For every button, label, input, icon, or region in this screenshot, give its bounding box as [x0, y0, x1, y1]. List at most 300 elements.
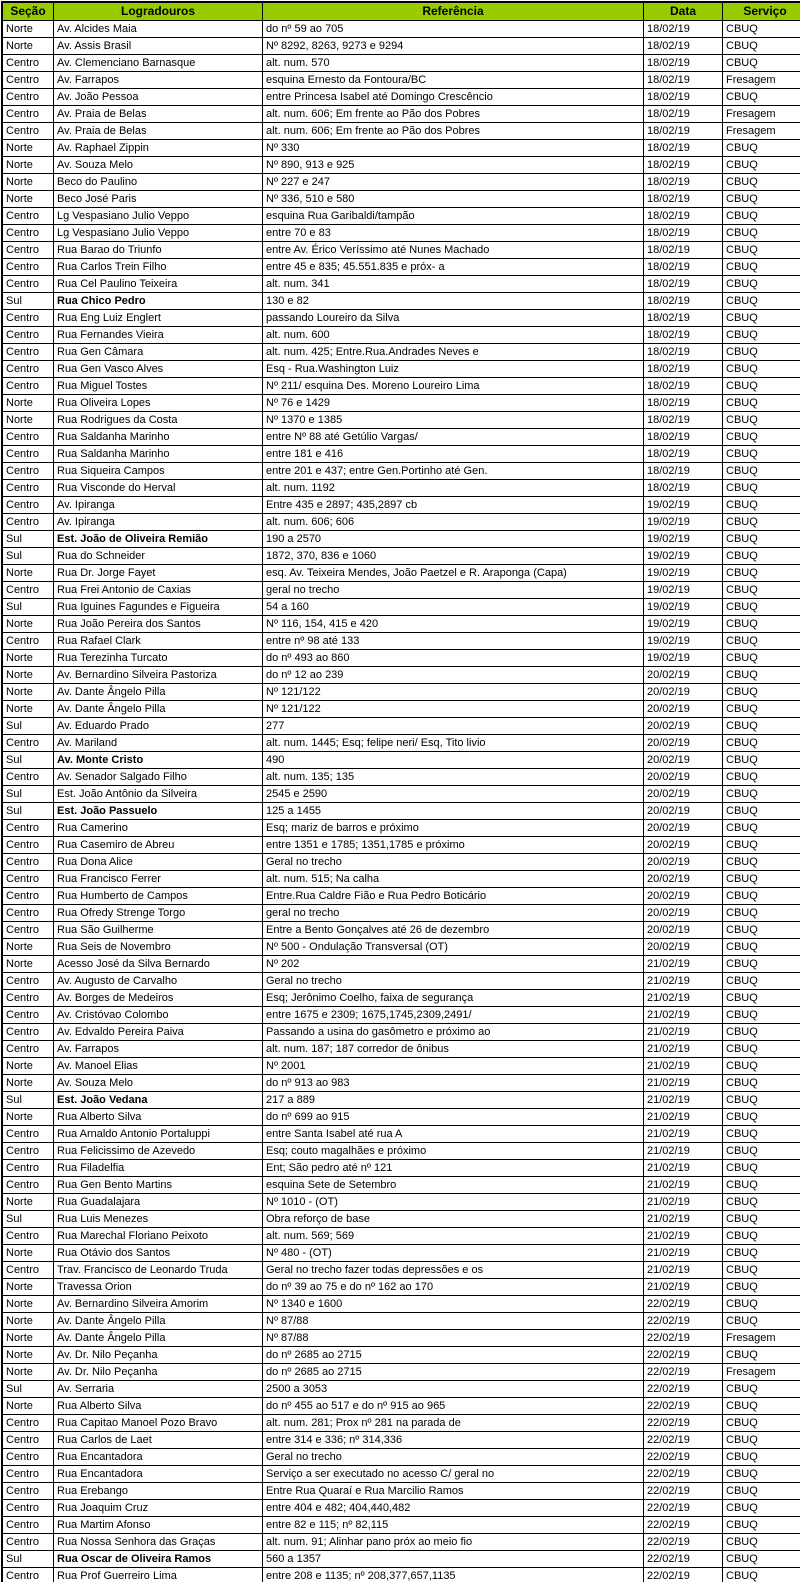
- data-cell: 22/02/19: [644, 1364, 723, 1381]
- referencia-cell: entre Av. Érico Veríssimo até Nunes Machado: [263, 242, 644, 259]
- table-row: [2, 1568, 800, 1582]
- table-row: [2, 89, 800, 106]
- referencia-cell: geral no trecho: [263, 582, 644, 599]
- secao-cell: Sul: [2, 293, 54, 310]
- referencia-cell: alt. num. 606; Em frente ao Pão dos Pobres: [263, 123, 644, 140]
- servico-cell: Fresagem: [723, 1364, 800, 1381]
- secao-cell: Sul: [2, 548, 54, 565]
- referencia-cell: alt. num. 606; Em frente ao Pão dos Pobres: [263, 106, 644, 123]
- logradouro-cell: Av. Praia de Belas: [54, 106, 263, 123]
- logradouro-cell: Av. Raphael Zippin: [54, 140, 263, 157]
- table-row: [2, 174, 800, 191]
- referencia-cell: Entre.Rua Caldre Fião e Rua Pedro Boticário: [263, 888, 644, 905]
- secao-cell: Norte: [2, 38, 54, 55]
- referencia-cell: Entre 435 e 2897; 435,2897 cb: [263, 497, 644, 514]
- servico-cell: CBUQ: [723, 89, 800, 106]
- servico-cell: CBUQ: [723, 701, 800, 718]
- data-cell: 22/02/19: [644, 1466, 723, 1483]
- data-cell: 22/02/19: [644, 1398, 723, 1415]
- table-row: [2, 718, 800, 735]
- secao-cell: Centro: [2, 429, 54, 446]
- secao-cell: Centro: [2, 378, 54, 395]
- secao-cell: Centro: [2, 242, 54, 259]
- servico-cell: CBUQ: [723, 1415, 800, 1432]
- data-cell: 19/02/19: [644, 616, 723, 633]
- secao-cell: Centro: [2, 1432, 54, 1449]
- referencia-cell: Geral no trecho: [263, 854, 644, 871]
- referencia-cell: alt. num. 569; 569: [263, 1228, 644, 1245]
- table-row: [2, 1109, 800, 1126]
- servico-cell: CBUQ: [723, 378, 800, 395]
- data-cell: 18/02/19: [644, 140, 723, 157]
- referencia-cell: Nº 76 e 1429: [263, 395, 644, 412]
- servico-cell: CBUQ: [723, 1109, 800, 1126]
- data-cell: 22/02/19: [644, 1568, 723, 1582]
- data-cell: 18/02/19: [644, 344, 723, 361]
- logradouro-cell: Av. Dr. Nilo Peçanha: [54, 1347, 263, 1364]
- secao-cell: Centro: [2, 871, 54, 888]
- servico-cell: CBUQ: [723, 820, 800, 837]
- logradouro-cell: Av. Farrapos: [54, 72, 263, 89]
- servico-cell: CBUQ: [723, 344, 800, 361]
- table-row: [2, 293, 800, 310]
- referencia-cell: do nº 699 ao 915: [263, 1109, 644, 1126]
- data-cell: 18/02/19: [644, 327, 723, 344]
- data-cell: 22/02/19: [644, 1551, 723, 1568]
- data-cell: 18/02/19: [644, 225, 723, 242]
- table-row: [2, 1007, 800, 1024]
- data-cell: 18/02/19: [644, 259, 723, 276]
- table-row: [2, 701, 800, 718]
- servico-cell: CBUQ: [723, 1517, 800, 1534]
- logradouro-cell: Av. Augusto de Carvalho: [54, 973, 263, 990]
- servico-cell: CBUQ: [723, 514, 800, 531]
- data-cell: 18/02/19: [644, 21, 723, 38]
- secao-cell: Sul: [2, 803, 54, 820]
- secao-cell: Centro: [2, 1228, 54, 1245]
- servico-cell: CBUQ: [723, 650, 800, 667]
- referencia-cell: Passando a usina do gasômetro e próximo ao: [263, 1024, 644, 1041]
- table-row: [2, 310, 800, 327]
- referencia-cell: alt. num. 425; Entre.Rua.Andrades Neves e: [263, 344, 644, 361]
- data-cell: 21/02/19: [644, 1211, 723, 1228]
- data-cell: 19/02/19: [644, 599, 723, 616]
- table-row: [2, 1347, 800, 1364]
- secao-cell: Centro: [2, 327, 54, 344]
- data-cell: 20/02/19: [644, 701, 723, 718]
- data-cell: 18/02/19: [644, 276, 723, 293]
- data-cell: 18/02/19: [644, 174, 723, 191]
- secao-cell: Norte: [2, 701, 54, 718]
- logradouro-cell: Travessa Orion: [54, 1279, 263, 1296]
- servico-cell: CBUQ: [723, 973, 800, 990]
- logradouro-cell: Av. Alcides Maia: [54, 21, 263, 38]
- servico-cell: CBUQ: [723, 1296, 800, 1313]
- referencia-cell: alt. num. 187; 187 corredor de ônibus: [263, 1041, 644, 1058]
- data-cell: 20/02/19: [644, 820, 723, 837]
- table-row: [2, 752, 800, 769]
- referencia-cell: Nº 8292, 8263, 9273 e 9294: [263, 38, 644, 55]
- referencia-cell: alt. num. 1445; Esq; felipe neri/ Esq, Tito livio: [263, 735, 644, 752]
- data-cell: 20/02/19: [644, 871, 723, 888]
- data-cell: 18/02/19: [644, 463, 723, 480]
- servico-cell: CBUQ: [723, 1500, 800, 1517]
- secao-cell: Norte: [2, 1296, 54, 1313]
- logradouro-cell: Lg Vespasiano Julio Veppo: [54, 208, 263, 225]
- table-row: [2, 735, 800, 752]
- logradouro-cell: Rua Frei Antonio de Caxias: [54, 582, 263, 599]
- secao-cell: Centro: [2, 1466, 54, 1483]
- logradouro-cell: Av. Mariland: [54, 735, 263, 752]
- table-row: [2, 820, 800, 837]
- referencia-cell: Entre a Bento Gonçalves até 26 de dezembro: [263, 922, 644, 939]
- data-cell: 21/02/19: [644, 1228, 723, 1245]
- secao-cell: Sul: [2, 1092, 54, 1109]
- referencia-cell: Nº 121/122: [263, 701, 644, 718]
- referencia-cell: alt. num. 91; Alinhar pano próx ao meio fio: [263, 1534, 644, 1551]
- data-cell: 22/02/19: [644, 1534, 723, 1551]
- logradouro-cell: Av. Praia de Belas: [54, 123, 263, 140]
- logradouro-cell: Rua Seis de Novembro: [54, 939, 263, 956]
- table-row: [2, 1024, 800, 1041]
- logradouro-cell: Rua Felicissimo de Azevedo: [54, 1143, 263, 1160]
- secao-cell: Sul: [2, 531, 54, 548]
- data-cell: 21/02/19: [644, 1126, 723, 1143]
- logradouro-cell: Trav. Francisco de Leonardo Truda: [54, 1262, 263, 1279]
- secao-cell: Norte: [2, 1313, 54, 1330]
- secao-cell: Centro: [2, 922, 54, 939]
- table-row: [2, 1364, 800, 1381]
- secao-cell: Norte: [2, 174, 54, 191]
- secao-cell: Centro: [2, 990, 54, 1007]
- logradouro-cell: Rua Casemiro de Abreu: [54, 837, 263, 854]
- data-cell: 22/02/19: [644, 1449, 723, 1466]
- logradouro-cell: Rua Rodrigues da Costa: [54, 412, 263, 429]
- servico-cell: CBUQ: [723, 38, 800, 55]
- referencia-cell: Nº 336, 510 e 580: [263, 191, 644, 208]
- table-row: [2, 1177, 800, 1194]
- secao-cell: Centro: [2, 905, 54, 922]
- logradouro-cell: Av. Souza Melo: [54, 1075, 263, 1092]
- table-row: [2, 769, 800, 786]
- secao-cell: Norte: [2, 939, 54, 956]
- servico-cell: CBUQ: [723, 599, 800, 616]
- referencia-cell: 130 e 82: [263, 293, 644, 310]
- logradouro-cell: Rua Oscar de Oliveira Ramos: [54, 1551, 263, 1568]
- referencia-cell: do nº 59 ao 705: [263, 21, 644, 38]
- table-row: [2, 1211, 800, 1228]
- data-cell: 21/02/19: [644, 990, 723, 1007]
- servico-cell: CBUQ: [723, 1041, 800, 1058]
- referencia-cell: Nº 1010 - (OT): [263, 1194, 644, 1211]
- logradouro-cell: Est. João Passuelo: [54, 803, 263, 820]
- table-row: [2, 1160, 800, 1177]
- data-cell: 20/02/19: [644, 922, 723, 939]
- secao-cell: Norte: [2, 1058, 54, 1075]
- column-header-secao: Seção: [2, 2, 54, 21]
- servico-cell: CBUQ: [723, 633, 800, 650]
- secao-cell: Centro: [2, 344, 54, 361]
- referencia-cell: esq. Av. Teixeira Mendes, João Paetzel e R. Araponga (Capa): [263, 565, 644, 582]
- logradouro-cell: Av. Souza Melo: [54, 157, 263, 174]
- referencia-cell: esquina Ernesto da Fontoura/BC: [263, 72, 644, 89]
- data-cell: 22/02/19: [644, 1517, 723, 1534]
- table-row: [2, 1041, 800, 1058]
- referencia-cell: entre 1351 e 1785; 1351,1785 e próximo: [263, 837, 644, 854]
- logradouro-cell: Rua Miguel Tostes: [54, 378, 263, 395]
- logradouro-cell: Lg Vespasiano Julio Veppo: [54, 225, 263, 242]
- logradouro-cell: Av. Cristóvao Colombo: [54, 1007, 263, 1024]
- logradouro-cell: Rua Marechal Floriano Peixoto: [54, 1228, 263, 1245]
- logradouro-cell: Rua Terezinha Turcato: [54, 650, 263, 667]
- servico-cell: CBUQ: [723, 752, 800, 769]
- servico-cell: CBUQ: [723, 412, 800, 429]
- servico-cell: CBUQ: [723, 276, 800, 293]
- secao-cell: Norte: [2, 1194, 54, 1211]
- secao-cell: Centro: [2, 463, 54, 480]
- logradouro-cell: Rua Gen Câmara: [54, 344, 263, 361]
- servico-cell: CBUQ: [723, 55, 800, 72]
- table-row: [2, 123, 800, 140]
- table-row: [2, 1194, 800, 1211]
- servico-cell: CBUQ: [723, 548, 800, 565]
- table-row: [2, 939, 800, 956]
- data-cell: 20/02/19: [644, 718, 723, 735]
- data-cell: 22/02/19: [644, 1500, 723, 1517]
- data-cell: 22/02/19: [644, 1432, 723, 1449]
- servico-cell: CBUQ: [723, 225, 800, 242]
- logradouro-cell: Rua Erebango: [54, 1483, 263, 1500]
- logradouro-cell: Rua Prof Guerreiro Lima: [54, 1568, 263, 1582]
- data-cell: 20/02/19: [644, 786, 723, 803]
- table-row: [2, 1143, 800, 1160]
- referencia-cell: do nº 913 ao 983: [263, 1075, 644, 1092]
- servico-cell: CBUQ: [723, 1398, 800, 1415]
- table-row: [2, 803, 800, 820]
- referencia-cell: alt. num. 135; 135: [263, 769, 644, 786]
- referencia-cell: entre 70 e 83: [263, 225, 644, 242]
- table-row: [2, 140, 800, 157]
- referencia-cell: alt. num. 570: [263, 55, 644, 72]
- data-cell: 20/02/19: [644, 667, 723, 684]
- servico-cell: CBUQ: [723, 327, 800, 344]
- table-row: [2, 684, 800, 701]
- table-row: [2, 1415, 800, 1432]
- data-cell: 20/02/19: [644, 905, 723, 922]
- secao-cell: Centro: [2, 633, 54, 650]
- secao-cell: Norte: [2, 395, 54, 412]
- table-row: [2, 72, 800, 89]
- secao-cell: Norte: [2, 650, 54, 667]
- logradouro-cell: Rua Alberto Silva: [54, 1109, 263, 1126]
- referencia-cell: Geral no trecho fazer todas depressões e os: [263, 1262, 644, 1279]
- data-cell: 18/02/19: [644, 123, 723, 140]
- referencia-cell: Geral no trecho: [263, 973, 644, 990]
- servico-cell: CBUQ: [723, 803, 800, 820]
- data-cell: 21/02/19: [644, 956, 723, 973]
- data-cell: 21/02/19: [644, 1058, 723, 1075]
- servico-cell: CBUQ: [723, 735, 800, 752]
- secao-cell: Centro: [2, 1483, 54, 1500]
- table-row: [2, 429, 800, 446]
- referencia-cell: geral no trecho: [263, 905, 644, 922]
- data-cell: 18/02/19: [644, 191, 723, 208]
- secao-cell: Centro: [2, 1568, 54, 1582]
- data-cell: 20/02/19: [644, 854, 723, 871]
- servico-cell: CBUQ: [723, 242, 800, 259]
- referencia-cell: 560 a 1357: [263, 1551, 644, 1568]
- logradouro-cell: Rua Carlos Trein Filho: [54, 259, 263, 276]
- servico-cell: CBUQ: [723, 1347, 800, 1364]
- servico-cell: CBUQ: [723, 259, 800, 276]
- logradouro-cell: Rua Luis Menezes: [54, 1211, 263, 1228]
- servico-cell: CBUQ: [723, 837, 800, 854]
- secao-cell: Centro: [2, 1534, 54, 1551]
- servico-cell: Fresagem: [723, 1330, 800, 1347]
- logradouro-cell: Rua Visconde do Herval: [54, 480, 263, 497]
- data-cell: 21/02/19: [644, 1075, 723, 1092]
- data-cell: 21/02/19: [644, 1041, 723, 1058]
- table-row: [2, 1313, 800, 1330]
- data-cell: 18/02/19: [644, 395, 723, 412]
- servico-cell: CBUQ: [723, 1313, 800, 1330]
- logradouro-cell: Rua João Pereira dos Santos: [54, 616, 263, 633]
- column-header-servico: Serviço: [723, 2, 800, 21]
- secao-cell: Sul: [2, 718, 54, 735]
- data-cell: 20/02/19: [644, 888, 723, 905]
- servico-cell: CBUQ: [723, 616, 800, 633]
- data-cell: 19/02/19: [644, 514, 723, 531]
- logradouro-cell: Rua Capitao Manoel Pozo Bravo: [54, 1415, 263, 1432]
- data-cell: 19/02/19: [644, 531, 723, 548]
- data-cell: 21/02/19: [644, 1143, 723, 1160]
- data-cell: 19/02/19: [644, 650, 723, 667]
- secao-cell: Norte: [2, 1245, 54, 1262]
- secao-cell: Centro: [2, 1024, 54, 1041]
- referencia-cell: Nº 227 e 247: [263, 174, 644, 191]
- secao-cell: Centro: [2, 888, 54, 905]
- data-cell: 18/02/19: [644, 157, 723, 174]
- servico-cell: CBUQ: [723, 1568, 800, 1582]
- referencia-cell: do nº 2685 ao 2715: [263, 1364, 644, 1381]
- logradouro-cell: Rua do Schneider: [54, 548, 263, 565]
- road-maintenance-table: [1, 1, 800, 1582]
- secao-cell: Norte: [2, 565, 54, 582]
- logradouro-cell: Est. João Antônio da Silveira: [54, 786, 263, 803]
- servico-cell: CBUQ: [723, 939, 800, 956]
- logradouro-cell: Rua Joaquim Cruz: [54, 1500, 263, 1517]
- logradouro-cell: Av. Farrapos: [54, 1041, 263, 1058]
- data-cell: 18/02/19: [644, 293, 723, 310]
- table-row: [2, 242, 800, 259]
- logradouro-cell: Rua Carlos de Laet: [54, 1432, 263, 1449]
- table-row: [2, 463, 800, 480]
- referencia-cell: Nº 87/88: [263, 1330, 644, 1347]
- table-row: [2, 531, 800, 548]
- secao-cell: Centro: [2, 89, 54, 106]
- table-row: [2, 837, 800, 854]
- logradouro-cell: Rua Camerino: [54, 820, 263, 837]
- referencia-cell: alt. num. 1192: [263, 480, 644, 497]
- secao-cell: Norte: [2, 412, 54, 429]
- data-cell: 18/02/19: [644, 55, 723, 72]
- referencia-cell: Obra reforço de base: [263, 1211, 644, 1228]
- secao-cell: Norte: [2, 1075, 54, 1092]
- table-row: [2, 1381, 800, 1398]
- servico-cell: CBUQ: [723, 1262, 800, 1279]
- data-cell: 21/02/19: [644, 973, 723, 990]
- logradouro-cell: Acesso José da Silva Bernardo: [54, 956, 263, 973]
- referencia-cell: Nº 202: [263, 956, 644, 973]
- servico-cell: CBUQ: [723, 1007, 800, 1024]
- servico-cell: CBUQ: [723, 361, 800, 378]
- data-cell: 21/02/19: [644, 1109, 723, 1126]
- referencia-cell: passando Loureiro da Silva: [263, 310, 644, 327]
- servico-cell: CBUQ: [723, 208, 800, 225]
- table-row: [2, 650, 800, 667]
- logradouro-cell: Rua Francisco Ferrer: [54, 871, 263, 888]
- data-cell: 20/02/19: [644, 735, 723, 752]
- servico-cell: CBUQ: [723, 310, 800, 327]
- servico-cell: Fresagem: [723, 106, 800, 123]
- referencia-cell: do nº 39 ao 75 e do nº 162 ao 170: [263, 1279, 644, 1296]
- secao-cell: Sul: [2, 786, 54, 803]
- table-row: [2, 225, 800, 242]
- logradouro-cell: Rua Siqueira Campos: [54, 463, 263, 480]
- logradouro-cell: Rua Gen Bento Martins: [54, 1177, 263, 1194]
- data-cell: 22/02/19: [644, 1483, 723, 1500]
- data-cell: 22/02/19: [644, 1415, 723, 1432]
- secao-cell: Centro: [2, 123, 54, 140]
- servico-cell: CBUQ: [723, 1058, 800, 1075]
- secao-cell: Centro: [2, 1415, 54, 1432]
- referencia-cell: entre 181 e 416: [263, 446, 644, 463]
- table-row: [2, 871, 800, 888]
- data-cell: 21/02/19: [644, 1007, 723, 1024]
- table-row: [2, 888, 800, 905]
- logradouro-cell: Est. João Vedana: [54, 1092, 263, 1109]
- table-row: [2, 378, 800, 395]
- referencia-cell: entre 45 e 835; 45.551.835 e próx- a: [263, 259, 644, 276]
- logradouro-cell: Beco José Paris: [54, 191, 263, 208]
- header-row: [2, 2, 800, 21]
- secao-cell: Centro: [2, 72, 54, 89]
- logradouro-cell: Av. Bernardino Silveira Pastoriza: [54, 667, 263, 684]
- referencia-cell: 190 a 2570: [263, 531, 644, 548]
- servico-cell: CBUQ: [723, 582, 800, 599]
- data-cell: 18/02/19: [644, 361, 723, 378]
- table-row: [2, 1500, 800, 1517]
- servico-cell: CBUQ: [723, 531, 800, 548]
- servico-cell: CBUQ: [723, 497, 800, 514]
- referencia-cell: Nº 116, 154, 415 e 420: [263, 616, 644, 633]
- table-row: [2, 1534, 800, 1551]
- table-row: [2, 361, 800, 378]
- referencia-cell: Nº 480 - (OT): [263, 1245, 644, 1262]
- referencia-cell: 54 a 160: [263, 599, 644, 616]
- column-header-data: Data: [644, 2, 723, 21]
- data-cell: 21/02/19: [644, 1279, 723, 1296]
- referencia-cell: 490: [263, 752, 644, 769]
- servico-cell: CBUQ: [723, 1075, 800, 1092]
- table-row: [2, 1398, 800, 1415]
- secao-cell: Centro: [2, 276, 54, 293]
- table-row: [2, 854, 800, 871]
- secao-cell: Norte: [2, 157, 54, 174]
- servico-cell: CBUQ: [723, 463, 800, 480]
- table-row: [2, 1483, 800, 1500]
- data-cell: 22/02/19: [644, 1330, 723, 1347]
